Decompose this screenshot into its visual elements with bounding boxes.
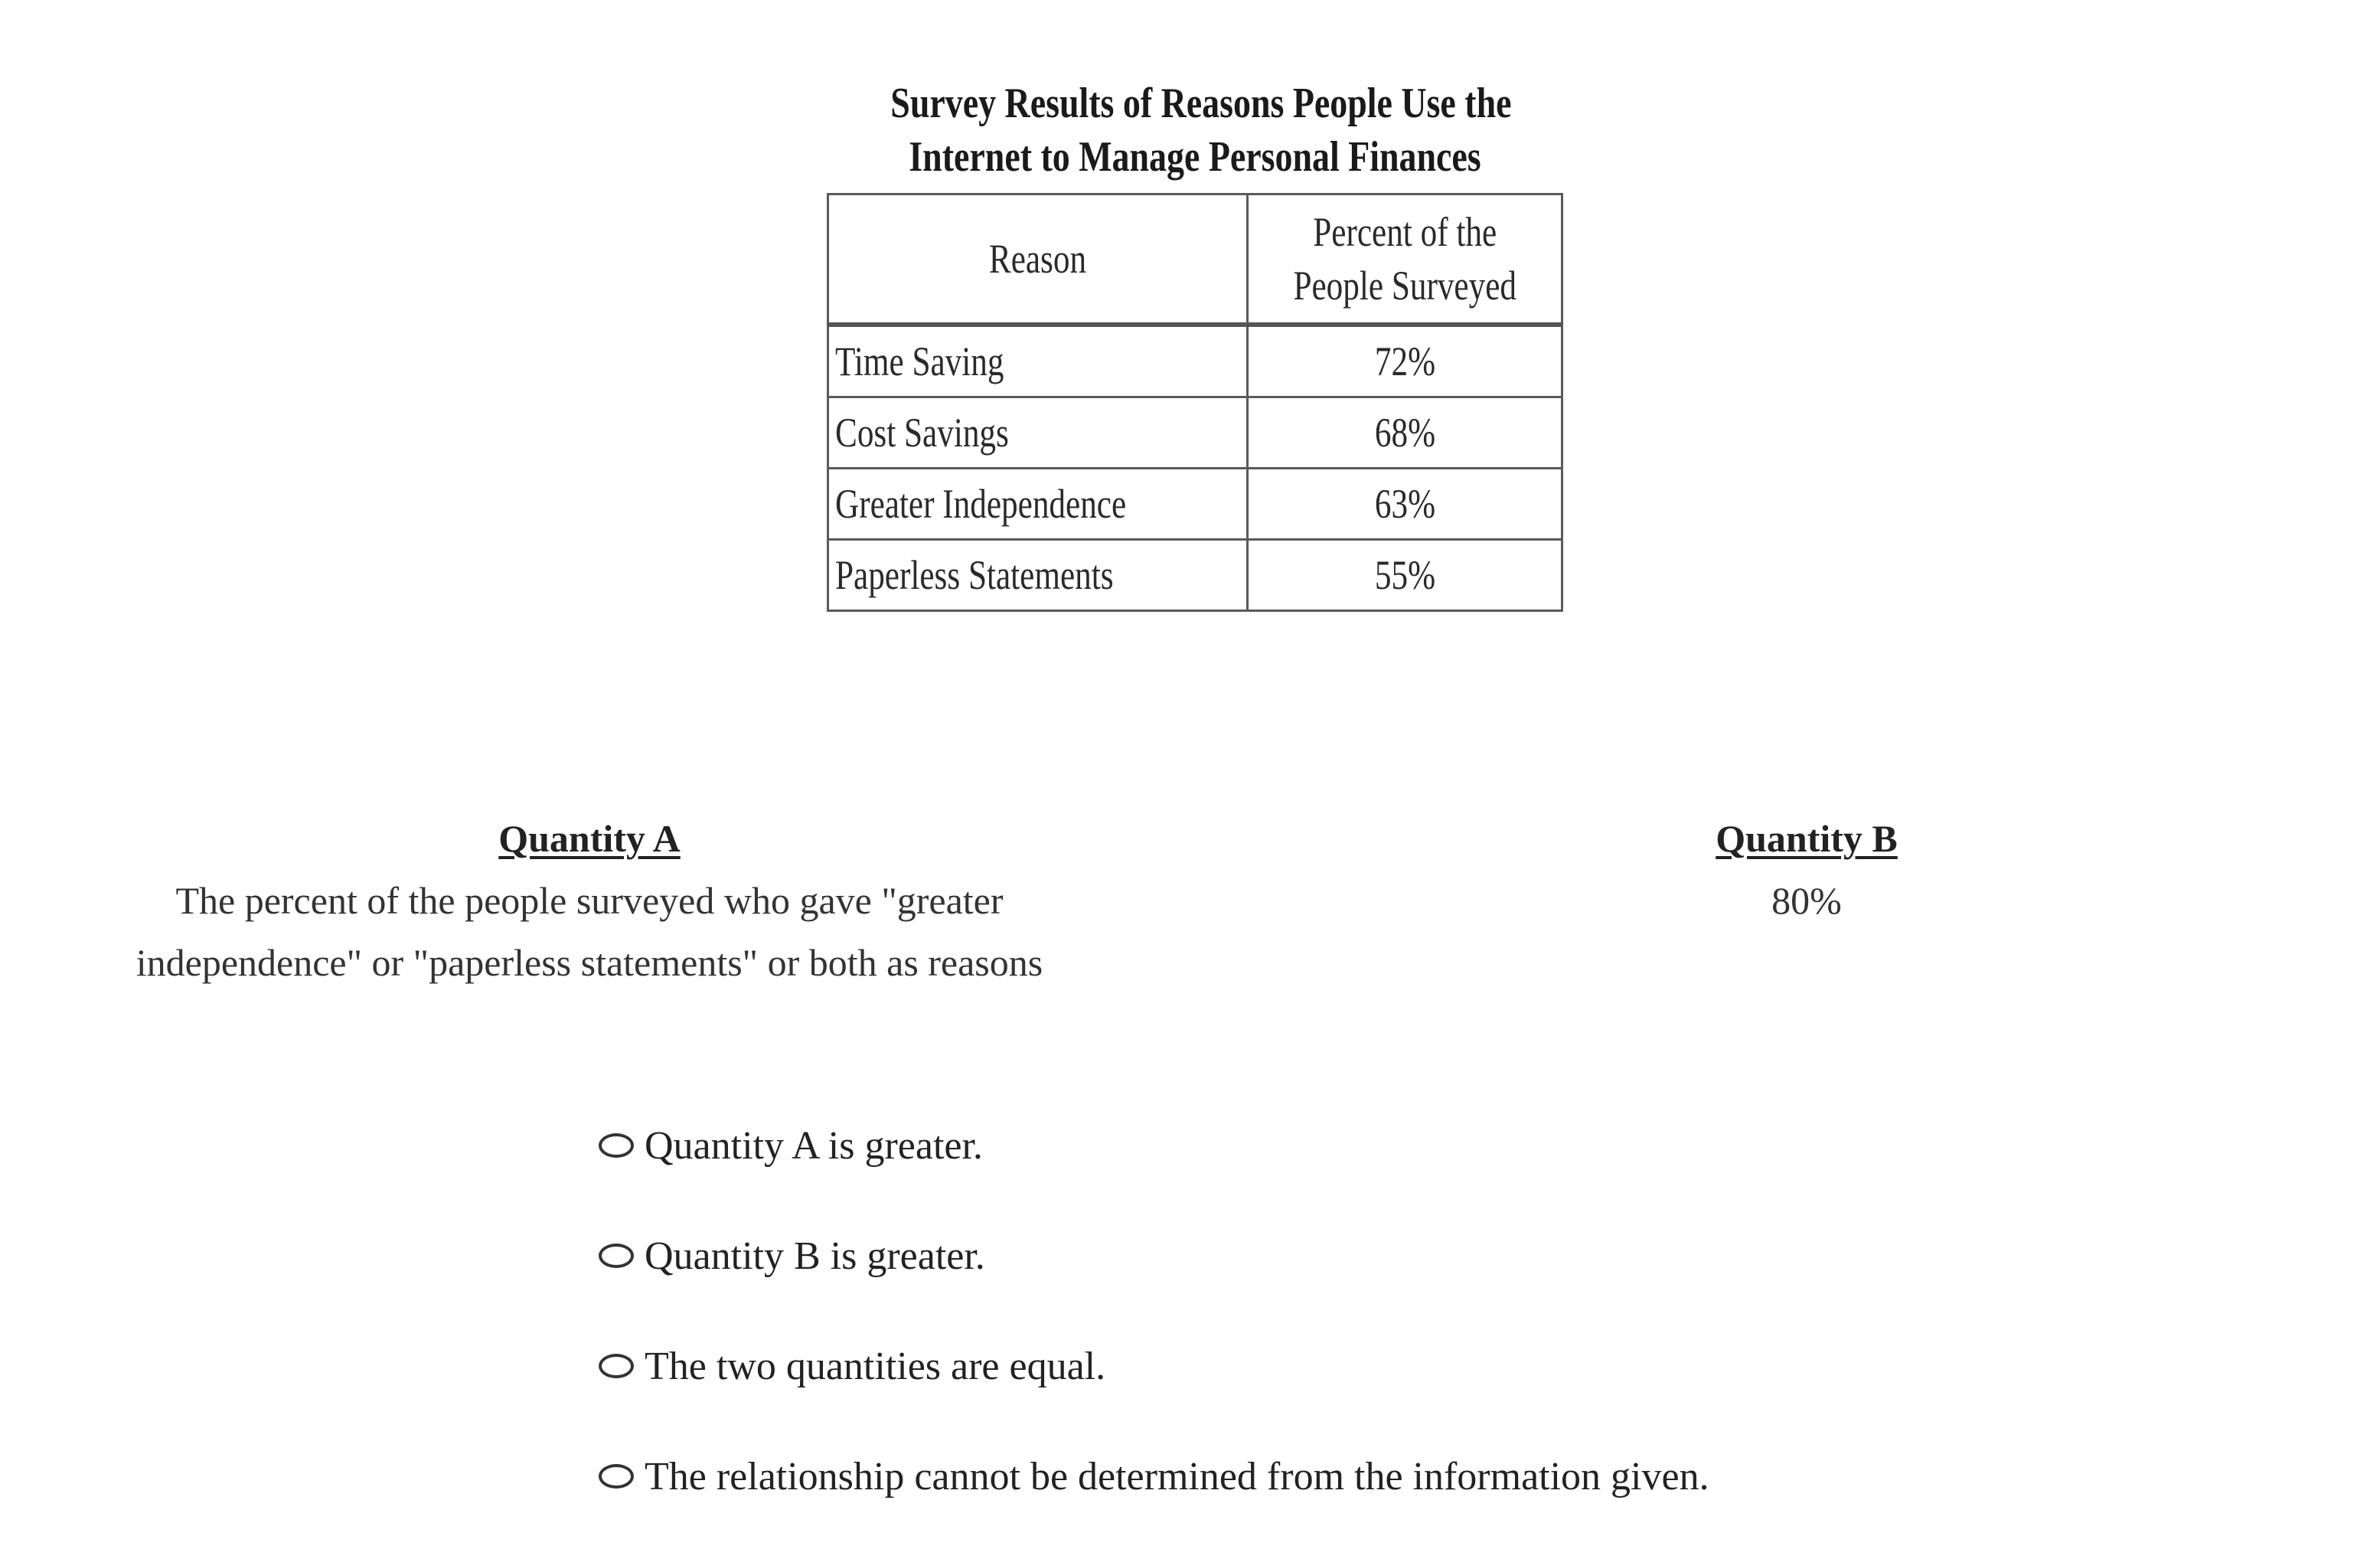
percent-cell: 63% [1248, 469, 1562, 540]
choice-label: Quantity A is greater. [645, 1123, 983, 1168]
quantity-b-text: 80% [1771, 879, 1842, 922]
percent-cell: 55% [1248, 540, 1562, 611]
choice-label: Quantity B is greater. [645, 1234, 985, 1278]
table-row [828, 469, 1562, 540]
reason-cell: Greater Independence [828, 469, 1248, 540]
reason-cell: Cost Savings [828, 397, 1248, 469]
survey-title-line-2: Internet to Manage Personal Finances [909, 133, 1481, 181]
quantity-b [1654, 808, 1960, 932]
percent-header-line-2: People Surveyed [1293, 263, 1516, 309]
quantity-a-text: The percent of the people surveyed who gave "greater independence" or "paperless statements" or both as reasons [135, 879, 1043, 984]
survey-table-figure [824, 77, 1566, 612]
choice-label: The relationship cannot be determined from the information given. [645, 1454, 1709, 1499]
survey-title-line-1: Survey Results of Reasons People Use the [890, 80, 1512, 127]
answer-choices [599, 1118, 1709, 1559]
table-row [828, 325, 1562, 397]
quantity-a [130, 808, 1049, 994]
radio-button-icon[interactable] [599, 1133, 634, 1158]
quantity-b-heading: Quantity B [1716, 817, 1898, 860]
radio-button-icon[interactable] [599, 1464, 634, 1489]
reason-cell: Paperless Statements [828, 540, 1248, 611]
radio-button-icon[interactable] [599, 1244, 634, 1268]
survey-header-row [828, 194, 1562, 325]
percent-column-header [1248, 194, 1562, 325]
survey-title [890, 77, 1512, 184]
percent-header-line-1: Percent of the [1313, 209, 1497, 255]
choice-label: The two quantities are equal. [645, 1344, 1106, 1388]
table-row [828, 540, 1562, 611]
choice-quantities-equal[interactable] [599, 1338, 1709, 1394]
survey-table [827, 193, 1563, 612]
radio-button-icon[interactable] [599, 1354, 634, 1378]
percent-cell: 72% [1248, 325, 1562, 397]
reason-header-label: Reason [989, 236, 1087, 282]
choice-quantity-a-greater[interactable] [599, 1118, 1709, 1173]
quantity-a-heading: Quantity A [498, 817, 681, 860]
reason-column-header [828, 194, 1248, 325]
percent-cell: 68% [1248, 397, 1562, 469]
percent-header-label [1293, 205, 1516, 312]
reason-cell: Time Saving [828, 325, 1248, 397]
table-row [828, 397, 1562, 469]
choice-quantity-b-greater[interactable] [599, 1228, 1709, 1283]
choice-cannot-be-determined[interactable] [599, 1449, 1709, 1504]
